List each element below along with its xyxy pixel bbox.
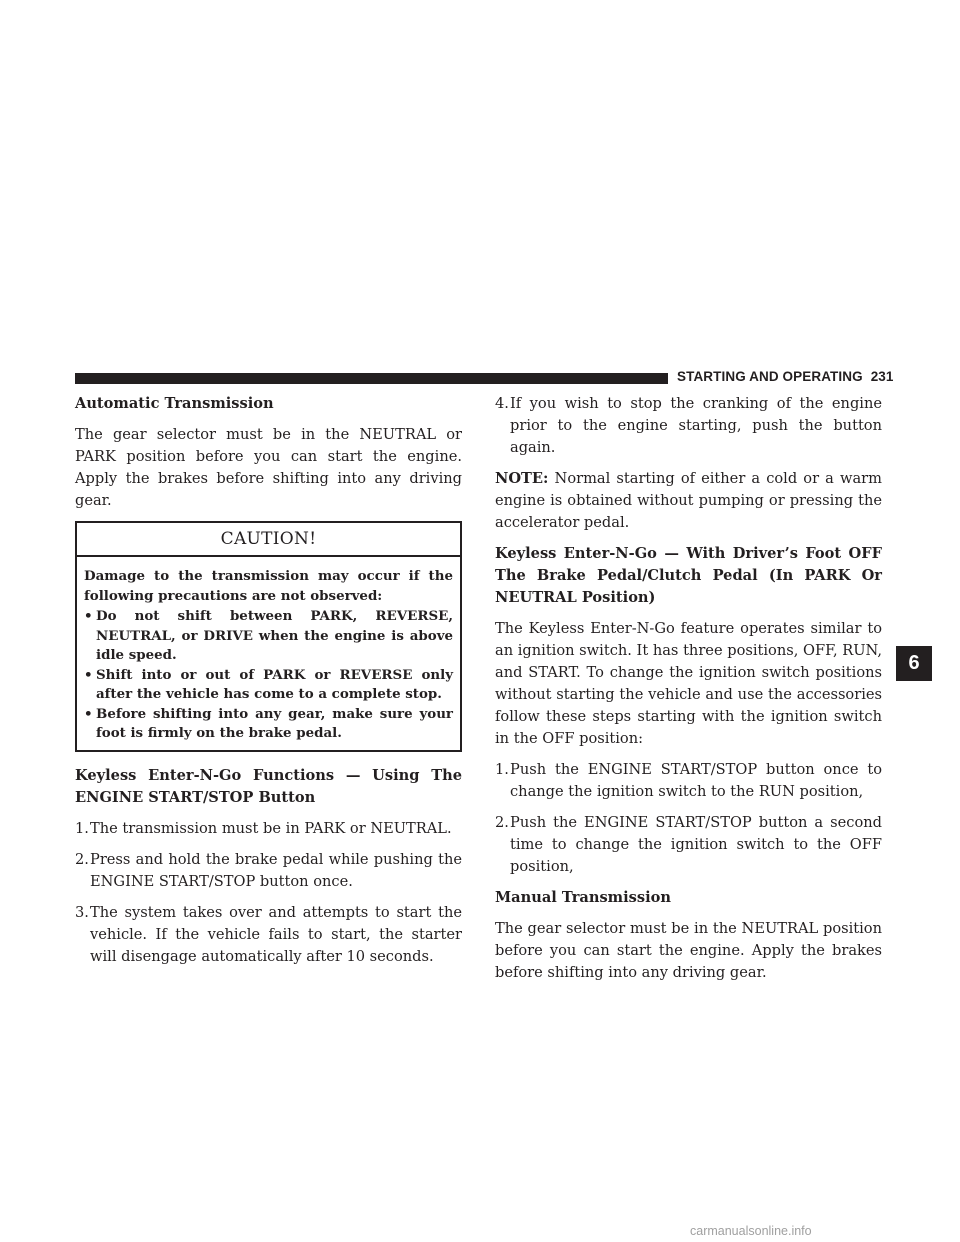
right-column — [495, 393, 882, 993]
caution-bullet — [84, 705, 453, 744]
caution-bullet — [84, 666, 453, 705]
caution-intro: Damage to the transmission may occur if the following precautions are not observed: — [84, 568, 453, 604]
step-text: Push the ENGINE START/STOP button a second time to change the ignition switch to the OFF position, — [510, 814, 882, 875]
step-text: The system takes over and attempts to start the vehicle. If the vehicle fails to start, the starter will disengage automatically after 10 seconds. — [90, 903, 462, 965]
section-title: STARTING AND OPERATING — [677, 369, 863, 384]
step-number: 4. — [495, 395, 509, 412]
step-number: 2. — [495, 814, 509, 831]
running-header — [677, 369, 894, 384]
step-number: 3. — [75, 903, 89, 921]
step-number: 1. — [75, 819, 89, 837]
step-text: The transmission must be in PARK or NEUTRAL. — [90, 819, 452, 837]
step-item — [495, 812, 882, 878]
keyless-functions-heading: Keyless Enter-N-Go Functions — Using The ENGINE START/STOP Button — [75, 766, 462, 806]
step-number: 2. — [75, 850, 89, 868]
step-item — [75, 818, 462, 840]
step-item — [75, 902, 462, 968]
foot-off-text: The Keyless Enter-N-Go feature operates similar to an ignition switch. It has three positions, OFF, RUN, and START. To change the ignition switch positions without starting the vehicle and use the accessories follow these steps starting with the ignition switch in the OFF position: — [495, 620, 882, 747]
caution-bullet-text: Do not shift between PARK, REVERSE, NEUTRAL, or DRIVE when the engine is above idle speed. — [96, 608, 453, 663]
caution-bullet-text: Before shifting into any gear, make sure your foot is firmly on the brake pedal. — [96, 705, 453, 741]
step-item — [495, 759, 882, 803]
header-rule — [75, 373, 668, 384]
page-number: 231 — [870, 369, 894, 384]
left-column — [75, 393, 462, 977]
automatic-transmission-text: The gear selector must be in the NEUTRAL or PARK position before you can start the engine. Apply the brakes before shifting into any driving gear. — [75, 426, 462, 509]
caution-body — [77, 557, 460, 750]
manual-transmission-heading: Manual Transmission — [495, 889, 671, 906]
step-item — [495, 393, 882, 459]
step-number: 1. — [495, 761, 509, 778]
manual-transmission-text: The gear selector must be in the NEUTRAL position before you can start the engine. Apply the brakes before shifting into any driving gear. — [495, 920, 882, 981]
bullet-icon: • — [84, 608, 93, 624]
caution-bullet-text: Shift into or out of PARK or REVERSE only after the vehicle has come to a complete stop. — [96, 666, 453, 702]
foot-off-heading: Keyless Enter-N-Go — With Driver’s Foot OFF The Brake Pedal/Clutch Pedal (In PARK Or NEUTRAL Position) — [495, 545, 882, 606]
caution-bullet — [84, 607, 453, 666]
automatic-transmission-heading: Automatic Transmission — [75, 395, 274, 412]
bullet-icon: • — [84, 666, 93, 683]
bullet-icon: • — [84, 705, 93, 722]
note-label: NOTE: — [495, 470, 549, 487]
step-text: If you wish to stop the cranking of the engine prior to the engine starting, push the button again. — [510, 395, 882, 456]
note-paragraph — [495, 468, 882, 534]
step-item — [75, 849, 462, 893]
step-text: Push the ENGINE START/STOP button once to change the ignition switch to the RUN position, — [510, 761, 882, 800]
watermark: carmanualsonline.info — [690, 1224, 812, 1238]
step-text: Press and hold the brake pedal while pushing the ENGINE START/STOP button once. — [90, 850, 462, 890]
note-text: Normal starting of either a cold or a warm engine is obtained without pumping or pressing the accelerator pedal. — [495, 470, 882, 531]
chapter-tab: 6 — [896, 646, 932, 681]
caution-box — [75, 521, 462, 752]
caution-title: CAUTION! — [77, 523, 460, 557]
